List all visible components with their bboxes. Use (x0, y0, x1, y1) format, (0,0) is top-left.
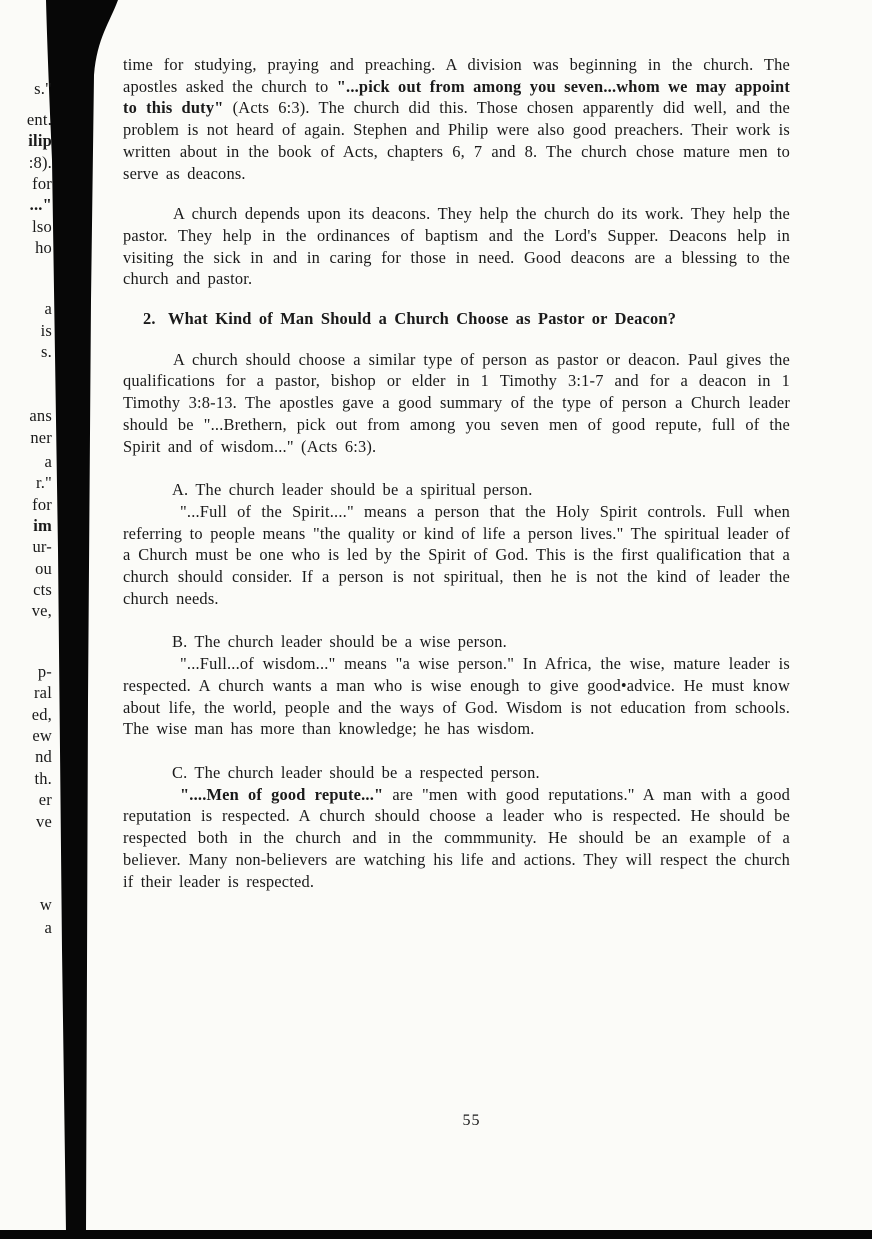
gutter-band (46, 0, 118, 1232)
section-heading (143, 308, 790, 330)
margin-fragment: a (44, 918, 52, 937)
margin-fragment: :8). (28, 153, 52, 172)
body-paragraph (123, 784, 790, 893)
section-number: 2. (143, 309, 156, 329)
margin-fragment: im (33, 516, 52, 535)
paragraph-text: "...Full of the Spirit...." means a person that the Holy Spirit controls. Full when referring to people means "the quality or kind of life a person lives." The spiritual leader of a Church must be one who is led by the Spirit of God. This is the first qualification that a church should consider. If a person is not spiritual, then he is not the kind of leader the church needs. (123, 501, 790, 608)
margin-fragment: s." (34, 79, 52, 98)
body-paragraph (123, 54, 790, 184)
sub-heading (172, 762, 790, 784)
paragraph-text: time for studying, praying and preaching. A division was beginning in the church. The apostles asked the church to (123, 55, 790, 96)
body-paragraph (123, 653, 790, 740)
paragraph-text: B. The church leader should be a wise person. (172, 632, 507, 652)
paragraph-text: C. The church leader should be a respected person. (172, 762, 540, 782)
page-body (123, 0, 790, 892)
bold-scripture-quote: "....Men of good repute..." (180, 784, 384, 804)
sub-heading (172, 631, 790, 653)
margin-fragment: cts (33, 580, 52, 599)
margin-fragment: p- (37, 662, 52, 681)
margin-fragment: er (38, 790, 52, 809)
paragraph-text: (Acts 6:3). The church did this. Those chosen apparently did well, and the problem is not heard of again. Stephen and Philip were also good preachers. Their work is written about in the book of Acts, chapters 6, 7 and 8. The church chose mature men to serve as deacons. (123, 98, 790, 183)
margin-fragment: a (44, 452, 52, 471)
margin-fragment: ve, (31, 601, 52, 620)
body-paragraph (123, 349, 790, 458)
paragraph-text: A church should choose a similar type of person as pastor or deacon. Paul gives the qualifications for a pastor, bishop or elder in 1 Timothy 3:1-7 and for a deacon in 1 Timothy 3:8-13. The apostles gave a good summary of the type of person a Church leader should be "...Brethern, pick out from among you seven men of good repute, full of the Spirit and of wisdom..." (Acts 6:3). (123, 349, 790, 456)
margin-fragment: ve (36, 812, 52, 831)
margin-fragment: ed, (31, 705, 52, 724)
margin-fragment: ilip (28, 131, 52, 150)
margin-fragment: ent. (26, 110, 52, 129)
margin-fragment: ur- (32, 537, 52, 556)
bottom-scan-edge (0, 1230, 872, 1239)
margin-fragment: ral (33, 683, 52, 702)
body-paragraph (123, 203, 790, 290)
margin-fragment: for (32, 495, 52, 514)
section-title: What Kind of Man Should a Church Choose as Pastor or Deacon? (168, 309, 677, 329)
paragraph-text: A church depends upon its deacons. They help the church do its work. They help the pastor. They help in the ordinances of baptism and the Lord's Supper. Deacons help in visiting the sick in and in caring for those in need. Good deacons are a blessing to the church and pastor. (123, 204, 790, 289)
margin-fragment: r." (35, 473, 52, 492)
margin-fragment: nd (35, 747, 52, 766)
paragraph-text: A. The church leader should be a spiritual person. (172, 480, 533, 500)
margin-fragment: ner (30, 428, 52, 447)
margin-fragment: a (44, 299, 52, 318)
paragraph-text: "...Full...of wisdom..." means "a wise person." In Africa, the wise, mature leader is respected. A church wants a man who is wise enough to give good•advice. He must know about life, the world, people and the ways of God. Wisdom is not education from schools. The wise man has more than knowledge; he has wisdom. (123, 654, 790, 739)
margin-fragment: th. (34, 769, 52, 788)
margin-fragment: ..." (29, 195, 52, 214)
page-number: 55 (462, 1112, 481, 1129)
margin-fragment: w (39, 895, 52, 914)
margin-fragment: s. (41, 342, 52, 361)
margin-fragment: ew (32, 726, 52, 745)
margin-fragment: lso (32, 217, 52, 236)
paragraph-text: are "men with good reputations." A man with a good reputation is respected. A church should choose a leader who is respected. He should be respected both in the church and in the commmunity. He should be an example of a believer. Many non-believers are watching his life and actions. They will respect the church if their leader is respected. (123, 784, 790, 891)
margin-fragment: is (40, 321, 52, 340)
bold-scripture-quote: "...pick out from among you seven...whom we may appoint to this duty" (123, 76, 791, 118)
left-margin-fragments (0, 0, 56, 1239)
margin-fragment: ans (29, 406, 52, 425)
body-paragraph (123, 501, 790, 610)
margin-fragment: ho (35, 238, 52, 257)
sub-heading (172, 479, 790, 501)
margin-fragment: for (32, 174, 52, 193)
margin-fragment: ou (35, 559, 52, 578)
